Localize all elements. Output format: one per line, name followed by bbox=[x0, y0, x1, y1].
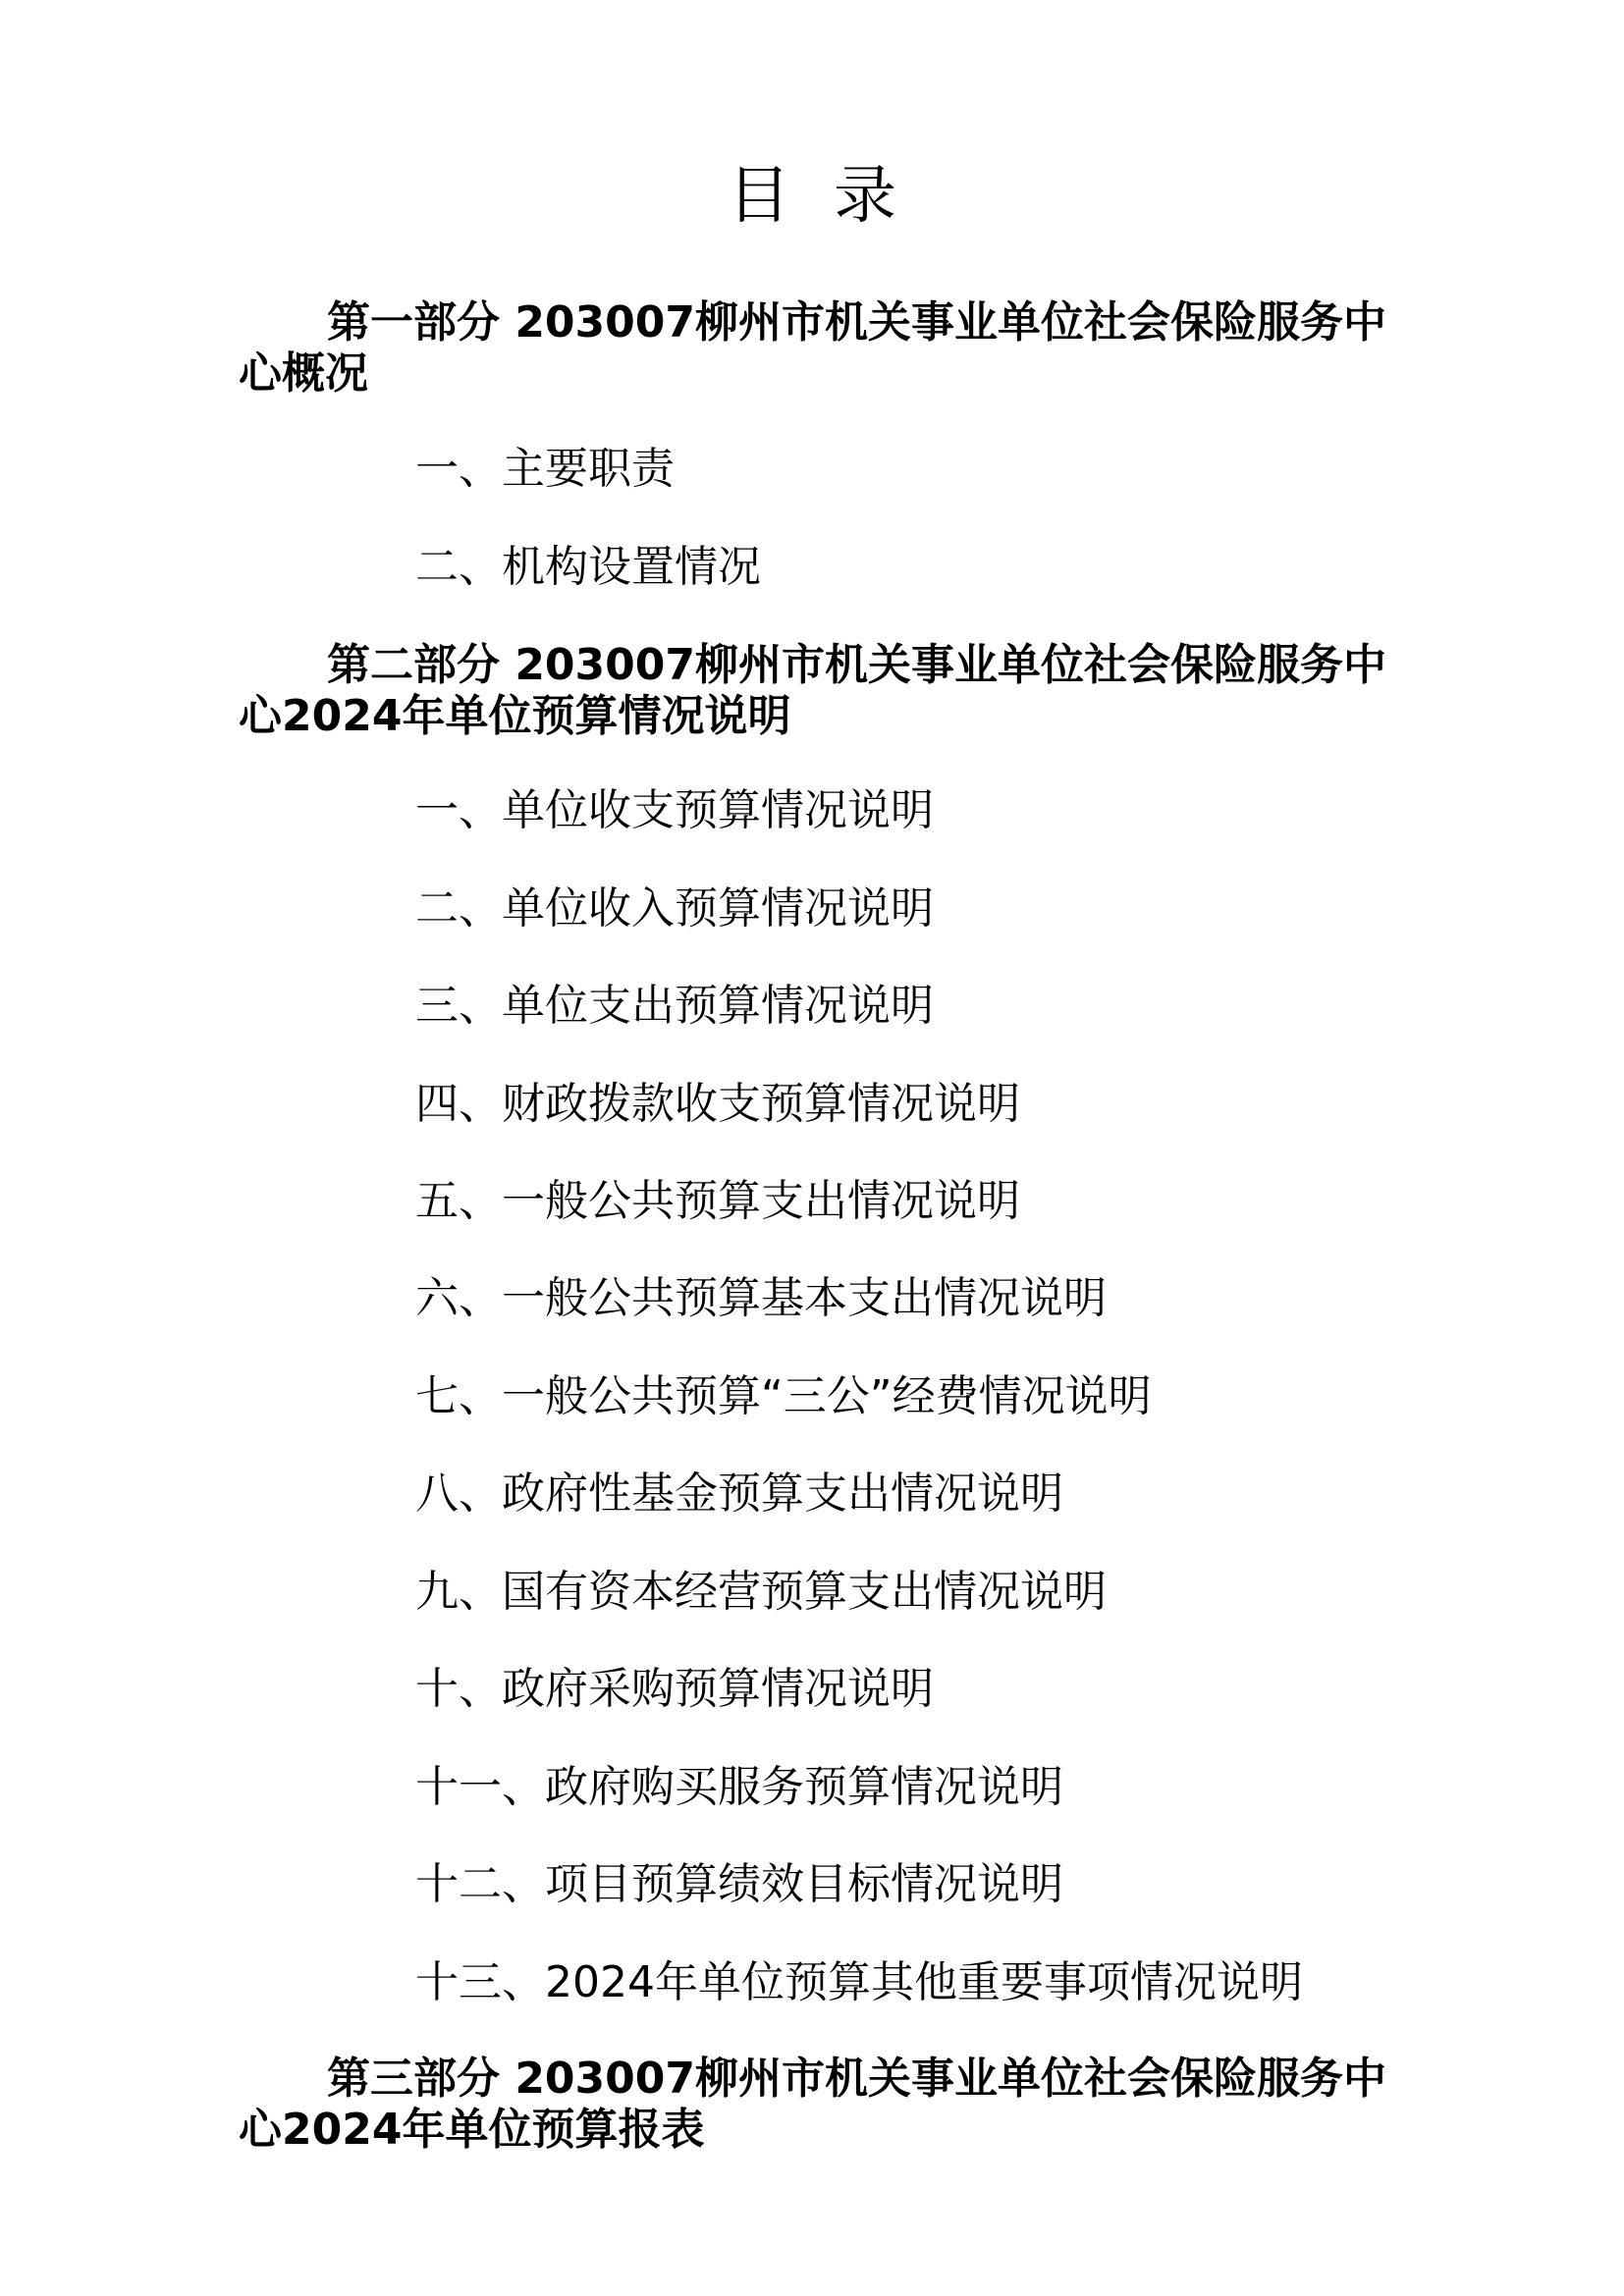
toc-item-1-2: 二、机构设置情况 bbox=[415, 542, 761, 592]
part-1-heading: 第一部分 203007柳州市机关事业单位社会保险服务中心概况 bbox=[239, 297, 1387, 399]
toc-item-2-3: 三、单位支出预算情况说明 bbox=[415, 981, 934, 1031]
toc-item-2-12: 十二、项目预算绩效目标情况说明 bbox=[415, 1859, 1063, 1909]
toc-item-2-8: 八、政府性基金预算支出情况说明 bbox=[415, 1468, 1063, 1519]
toc-item-1-1: 一、主要职责 bbox=[415, 444, 675, 494]
part-2-heading: 第二部分 203007柳州市机关事业单位社会保险服务中心2024年单位预算情况说明 bbox=[239, 640, 1387, 741]
part-3-heading: 第三部分 203007柳州市机关事业单位社会保险服务中心2024年单位预算报表 bbox=[239, 2054, 1387, 2155]
toc-item-2-1: 一、单位收支预算情况说明 bbox=[415, 785, 934, 835]
toc-item-2-9: 九、国有资本经营预算支出情况说明 bbox=[415, 1567, 1107, 1617]
toc-item-2-6: 六、一般公共预算基本支出情况说明 bbox=[415, 1273, 1107, 1323]
toc-item-2-11: 十一、政府购买服务预算情况说明 bbox=[415, 1762, 1063, 1812]
toc-item-2-4: 四、财政拨款收支预算情况说明 bbox=[415, 1079, 1020, 1129]
toc-item-2-13: 十三、2024年单位预算其他重要事项情况说明 bbox=[415, 1957, 1303, 2007]
toc-item-2-7: 七、一般公共预算“三公”经费情况说明 bbox=[415, 1371, 1152, 1421]
toc-item-2-5: 五、一般公共预算支出情况说明 bbox=[415, 1176, 1020, 1226]
toc-item-2-10: 十、政府采购预算情况说明 bbox=[415, 1664, 934, 1714]
toc-item-2-2: 二、单位收入预算情况说明 bbox=[415, 883, 934, 934]
page-title: 目录 bbox=[728, 160, 940, 233]
